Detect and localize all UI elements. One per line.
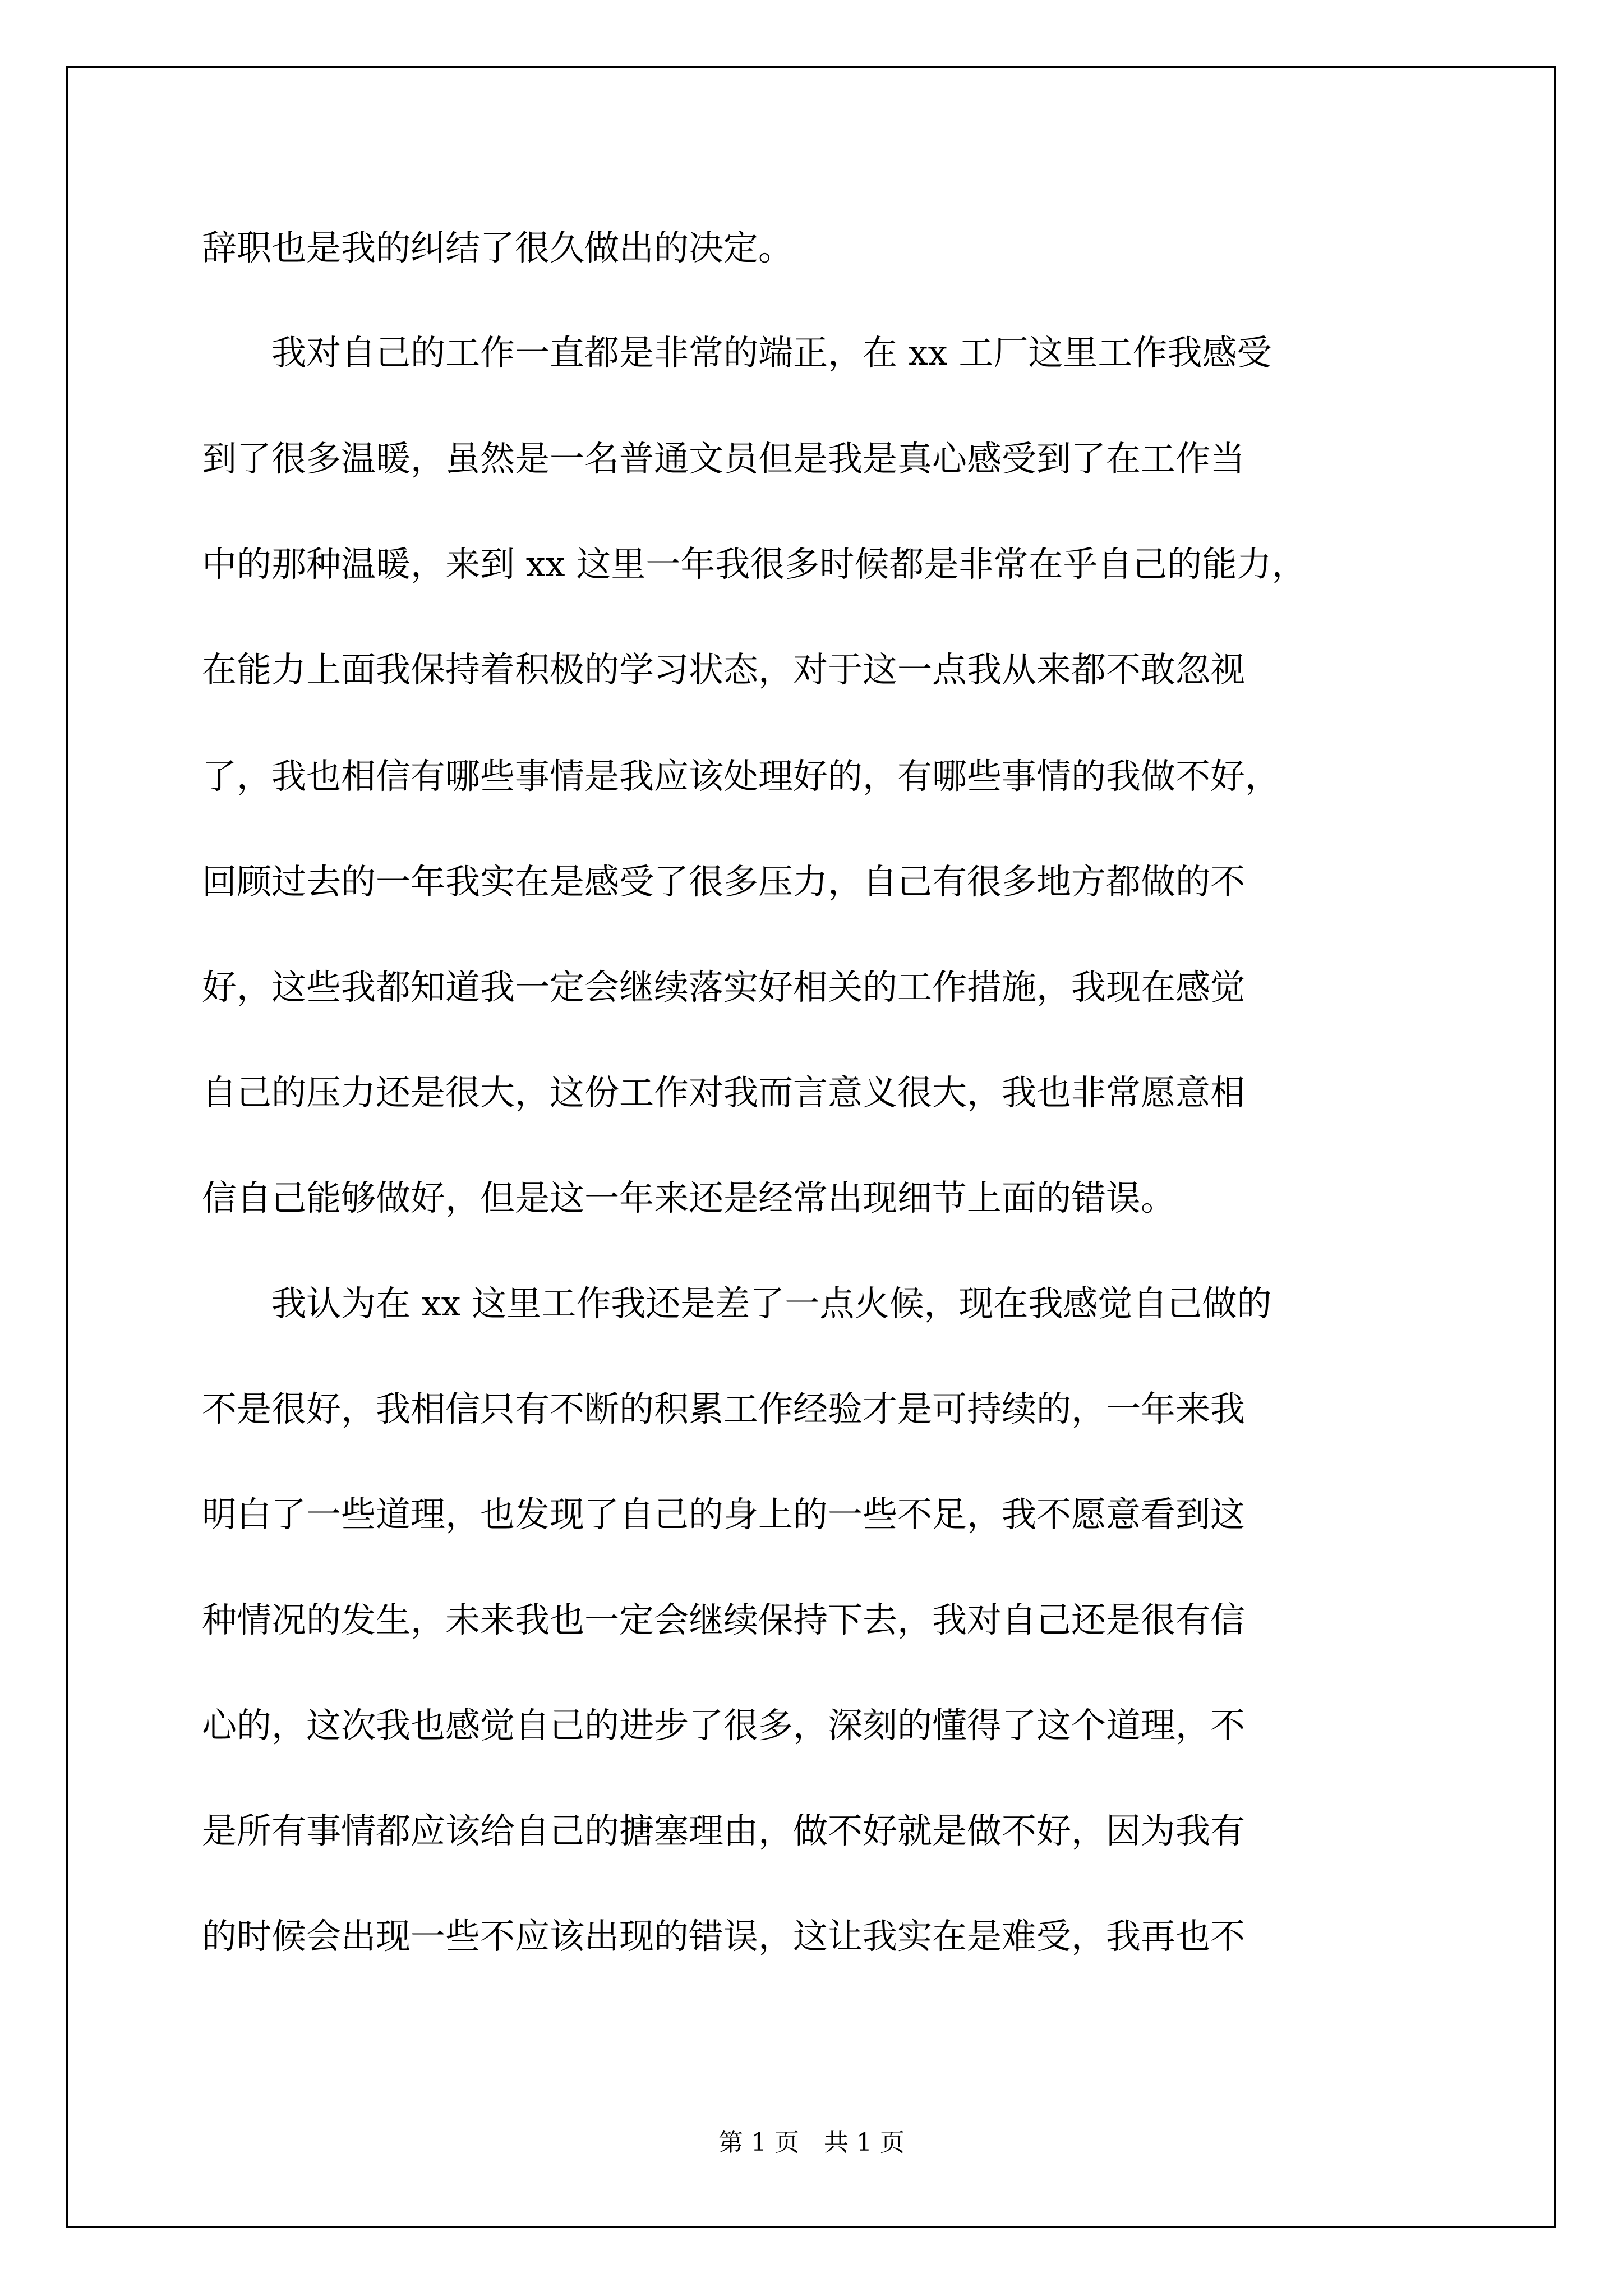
body-line: 的时候会出现一些不应该出现的错误，这让我实在是难受，我再也不 [202,1916,1246,1957]
body-line: 明白了一些道理，也发现了自己的身上的一些不足，我不愿意看到这 [202,1494,1246,1535]
body-line: 是所有事情都应该给自己的搪塞理由，做不好就是做不好，因为我有 [202,1810,1246,1851]
body-line: 回顾过去的一年我实在是感受了很多压力，自己有很多地方都做的不 [202,861,1246,902]
body-line: 到了很多温暖，虽然是一名普通文员但是我是真心感受到了在工作当 [202,438,1246,479]
body-line: 中的那种温暖，来到 xx 这里一年我很多时候都是非常在乎自己的能力， [202,544,1307,585]
body-line: 我对自己的工作一直都是非常的端正，在 xx 工厂这里工作我感受 [202,332,1272,373]
body-line: 自己的压力还是很大，这份工作对我而言意义很大，我也非常愿意相 [202,1072,1246,1113]
body-line: 在能力上面我保持着积极的学习状态，对于这一点我从来都不敢忽视 [202,649,1246,690]
body-line: 心的，这次我也感觉自己的进步了很多，深刻的懂得了这个道理，不 [202,1705,1246,1746]
page-number-footer: 第 1 页 共 1 页 [718,2128,905,2157]
body-line: 辞职也是我的纠结了很久做出的决定。 [202,227,794,268]
body-line: 不是很好，我相信只有不断的积累工作经验才是可持续的，一年来我 [202,1388,1246,1429]
body-line: 种情况的发生，未来我也一定会继续保持下去，我对自己还是很有信 [202,1599,1246,1640]
body-line: 信自己能够做好，但是这一年来还是经常出现细节上面的错误。 [202,1177,1176,1218]
body-line: 我认为在 xx 这里工作我还是差了一点火候，现在我感觉自己做的 [202,1283,1272,1324]
body-line: 好，这些我都知道我一定会继续落实好相关的工作措施，我现在感觉 [202,967,1246,1007]
body-line: 了，我也相信有哪些事情是我应该处理好的，有哪些事情的我做不好， [202,756,1280,797]
